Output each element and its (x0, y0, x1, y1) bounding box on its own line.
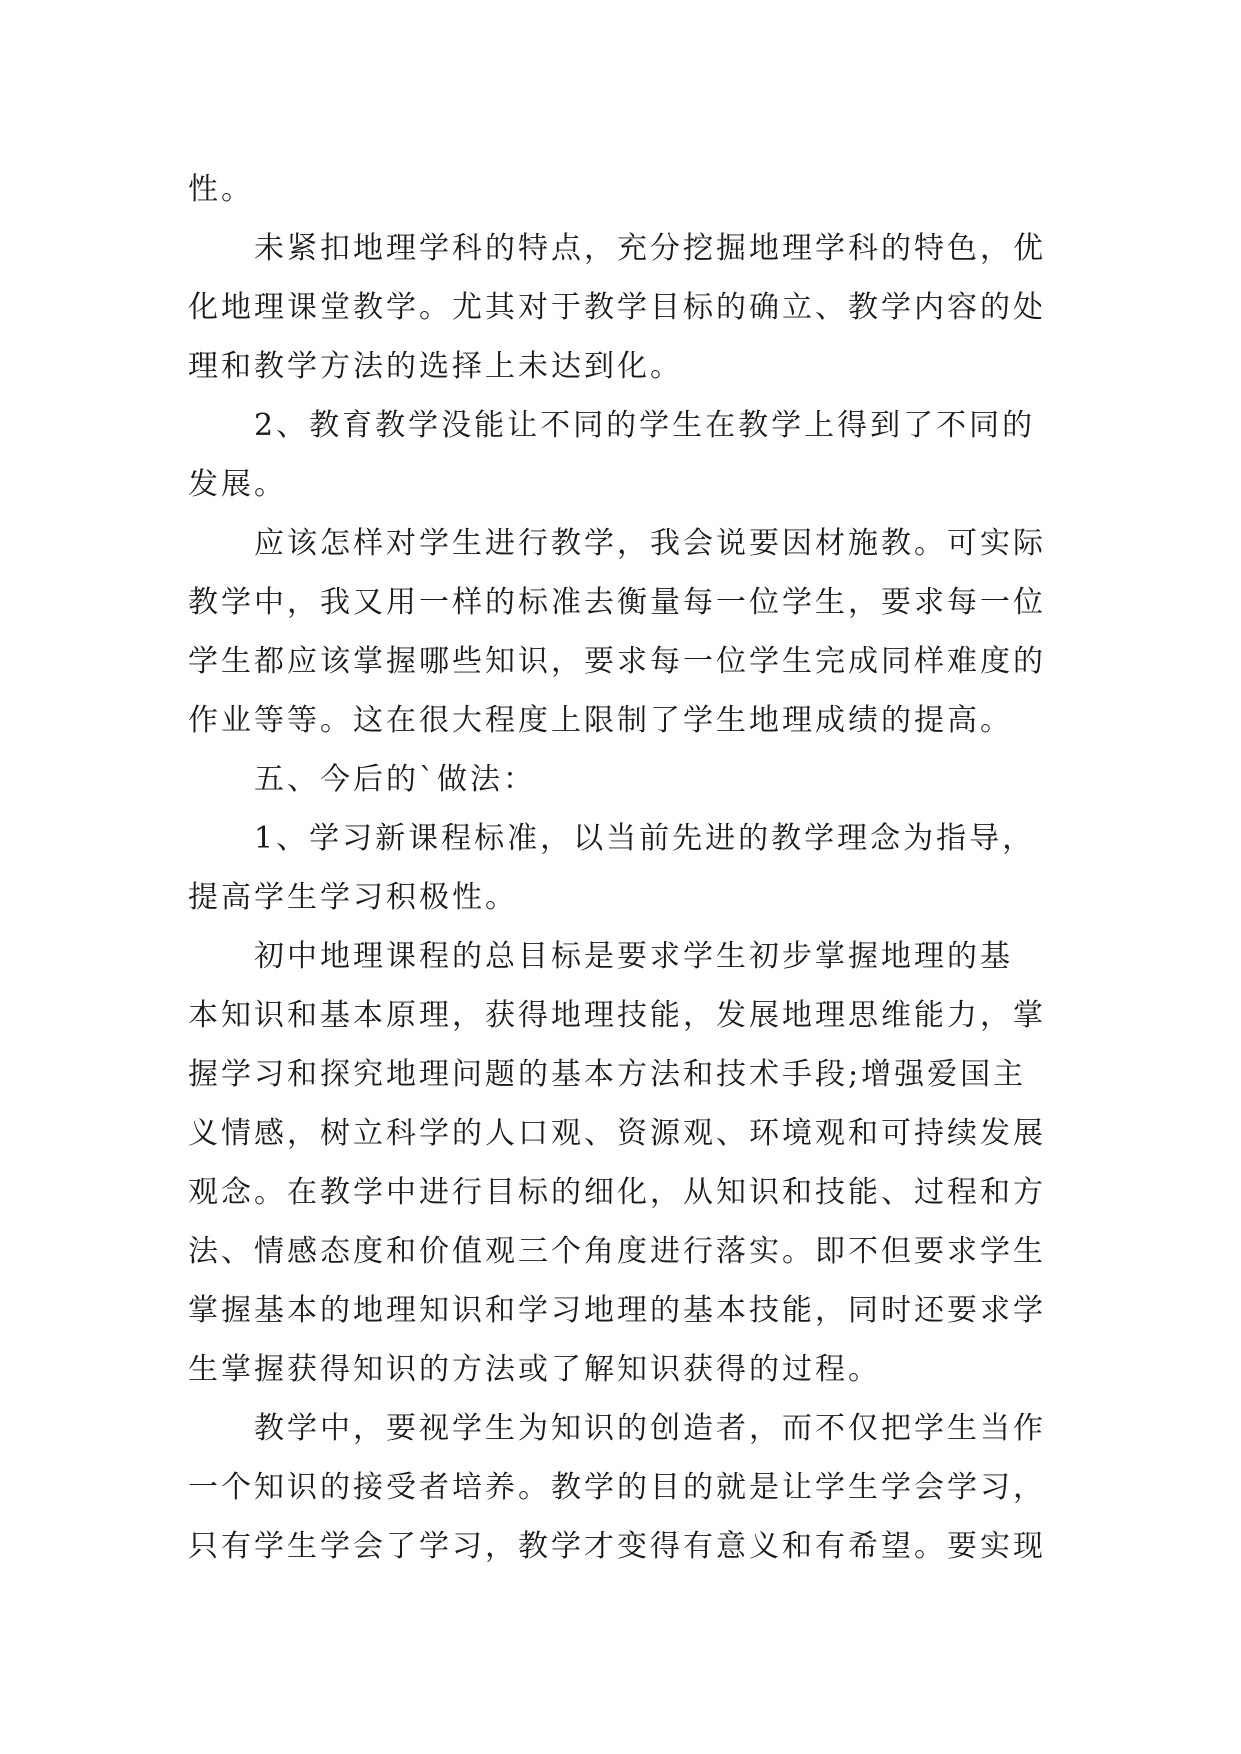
text-line: 本知识和基本原理，获得地理技能，发展地理思维能力，掌 (188, 998, 1046, 1033)
body-text (188, 160, 1058, 1576)
text-line: 2、教育教学没能让不同的学生在教学上得到了不同的 (254, 408, 1036, 443)
text-line: 性。 (188, 172, 254, 207)
text-line: 学生都应该掌握哪些知识，要求每一位学生完成同样难度的 (188, 644, 1046, 679)
text-line: 应该怎样对学生进行教学，我会说要因材施教。可实际 (254, 526, 1046, 561)
text-line: 义情感，树立科学的人口观、资源观、环境观和可持续发展 (188, 1116, 1046, 1151)
text-line: 一个知识的接受者培养。教学的目的就是让学生学会学习， (188, 1470, 1046, 1505)
text-line: 观念。在教学中进行目标的细化，从知识和技能、过程和方 (188, 1175, 1046, 1210)
text-line: 只有学生学会了学习，教学才变得有意义和有希望。要实现 (188, 1529, 1046, 1564)
text-line: 教学中，要视学生为知识的创造者，而不仅把学生当作 (254, 1411, 1046, 1446)
text-line: 教学中，我又用一样的标准去衡量每一位学生，要求每一位 (188, 585, 1046, 620)
text-line: 五、今后的`做法： (254, 762, 536, 797)
text-line: 初中地理课程的总目标是要求学生初步掌握地理的基 (254, 939, 1013, 974)
text-line: 握学习和探究地理问题的基本方法和技术手段;增强爱国主 (188, 1057, 1027, 1092)
text-line: 掌握基本的地理知识和学习地理的基本技能，同时还要求学 (188, 1293, 1046, 1328)
text-line: 生掌握获得知识的方法或了解知识获得的过程。 (188, 1352, 881, 1387)
text-line: 化地理课堂教学。尤其对于教学目标的确立、教学内容的处 (188, 290, 1046, 325)
text-line: 理和教学方法的选择上未达到化。 (188, 349, 683, 384)
text-line: 1、学习新课程标准，以当前先进的教学理念为指导， (254, 821, 1036, 856)
text-line: 未紧扣地理学科的特点，充分挖掘地理学科的特色，优 (254, 231, 1046, 266)
text-line: 提高学生学习积极性。 (188, 880, 518, 915)
text-line: 作业等等。这在很大程度上限制了学生地理成绩的提高。 (188, 703, 1013, 738)
text-line: 法、情感态度和价值观三个角度进行落实。即不但要求学生 (188, 1234, 1046, 1269)
text-line: 发展。 (188, 467, 287, 502)
